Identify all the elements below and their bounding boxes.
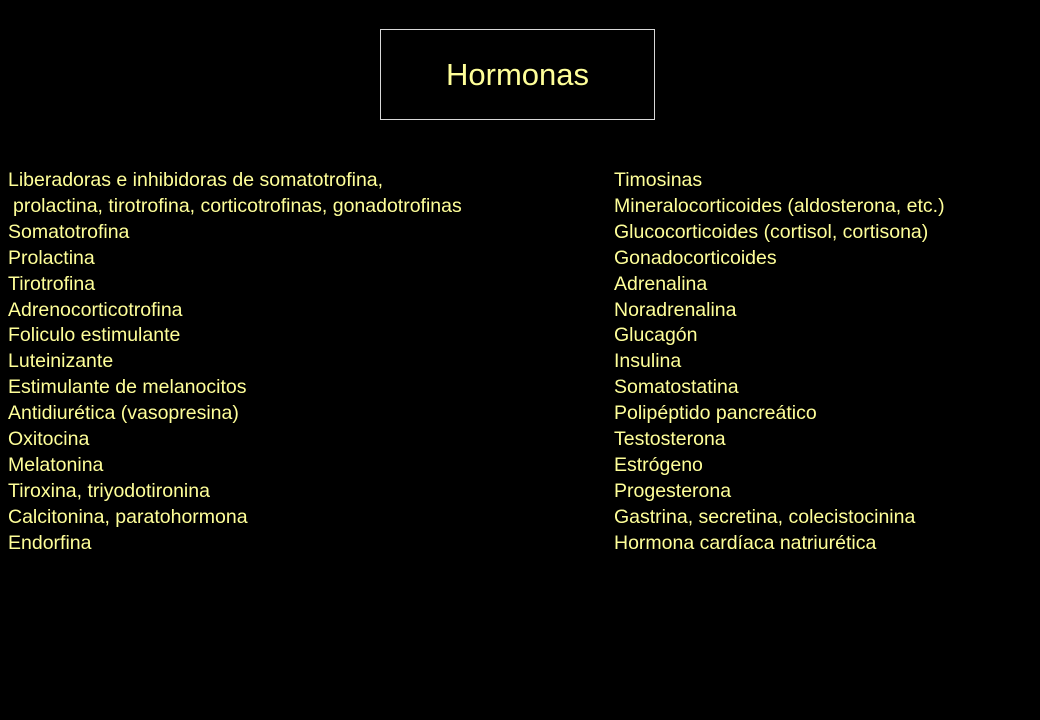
list-item: Gastrina, secretina, colecistocinina — [614, 505, 916, 528]
list-item: Gonadocorticoides — [614, 246, 777, 269]
list-item: prolactina, tirotrofina, corticotrofinas, gonadotrofinas — [13, 194, 462, 217]
list-item: Adrenalina — [614, 272, 708, 295]
hormone-list-left — [8, 168, 462, 557]
list-item: Glucocorticoides (cortisol, cortisona) — [614, 220, 929, 243]
list-item: Mineralocorticoides (aldosterona, etc.) — [614, 194, 945, 217]
list-item: Estimulante de melanocitos — [8, 376, 247, 399]
list-item: Oxitocina — [8, 428, 90, 451]
list-item: Estrógeno — [614, 453, 703, 476]
list-item: Adrenocorticotrofina — [8, 298, 183, 321]
list-item: Tiroxina, triyodotironina — [8, 479, 210, 502]
list-item: Antidiurética (vasopresina) — [8, 402, 239, 425]
page-title: Hormonas — [446, 57, 589, 92]
list-item: Hormona cardíaca natriurética — [614, 531, 877, 554]
list-item: Insulina — [614, 350, 682, 373]
list-item: Progesterona — [614, 479, 732, 502]
hormone-list-right — [614, 168, 945, 557]
list-item: Liberadoras e inhibidoras de somatotrofina, — [8, 169, 384, 191]
list-item: Noradrenalina — [614, 298, 737, 321]
list-item: Glucagón — [614, 324, 698, 347]
list-item: Prolactina — [8, 246, 95, 269]
list-item: Timosinas — [614, 169, 703, 191]
list-item: Melatonina — [8, 453, 104, 476]
list-item: Polipéptido pancreático — [614, 402, 817, 425]
list-item: Somatostatina — [614, 376, 739, 399]
list-item: Calcitonina, paratohormona — [8, 505, 248, 528]
title-box — [380, 29, 655, 120]
list-item: Somatotrofina — [8, 220, 130, 243]
list-item: Tirotrofina — [8, 272, 96, 295]
list-item: Luteinizante — [8, 350, 114, 373]
list-item: Testosterona — [614, 428, 726, 451]
list-item: Foliculo estimulante — [8, 324, 181, 347]
list-item: Endorfina — [8, 531, 92, 554]
